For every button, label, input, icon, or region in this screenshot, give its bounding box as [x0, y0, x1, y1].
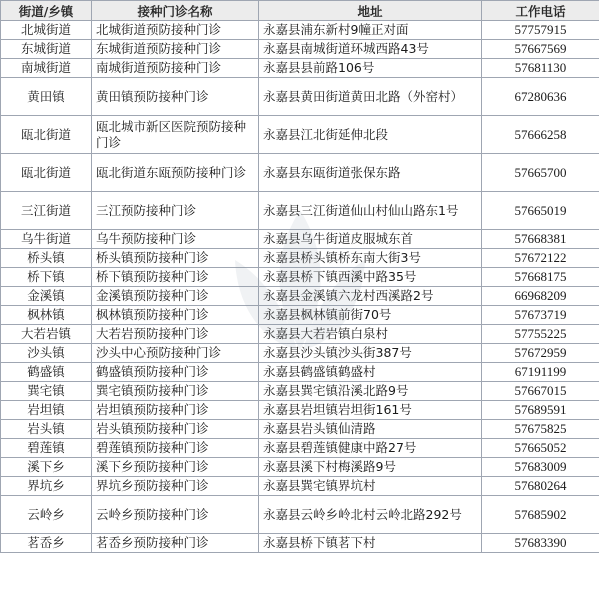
table-row	[1, 249, 599, 268]
street-cell: 岩头镇	[1, 420, 92, 439]
clinic-name-cell: 北城街道预防接种门诊	[92, 21, 259, 40]
street-cell: 瓯北街道	[1, 154, 92, 192]
phone-cell: 67191199	[482, 363, 599, 382]
clinic-name-cell: 沙头中心预防接种门诊	[92, 344, 259, 363]
phone-cell: 57672959	[482, 344, 599, 363]
phone-cell: 57755225	[482, 325, 599, 344]
table-header-row	[1, 1, 599, 21]
phone-cell: 67280636	[482, 78, 599, 116]
phone-cell: 57675825	[482, 420, 599, 439]
table-row	[1, 534, 599, 553]
phone-cell: 57665019	[482, 192, 599, 230]
phone-cell: 57673719	[482, 306, 599, 325]
clinic-name-cell: 界坑乡预防接种门诊	[92, 477, 259, 496]
phone-cell: 57665700	[482, 154, 599, 192]
address-cell: 永嘉县桥下镇茗下村	[259, 534, 482, 553]
street-cell: 茗岙乡	[1, 534, 92, 553]
street-cell: 溪下乡	[1, 458, 92, 477]
phone-cell: 57665052	[482, 439, 599, 458]
header-street: 街道/乡镇	[1, 1, 92, 21]
clinic-name-cell: 桥头镇预防接种门诊	[92, 249, 259, 268]
phone-cell: 57666258	[482, 116, 599, 154]
street-cell: 东城街道	[1, 40, 92, 59]
address-cell: 永嘉县沙头镇沙头街387号	[259, 344, 482, 363]
table-row	[1, 325, 599, 344]
street-cell: 瓯北街道	[1, 116, 92, 154]
street-cell: 云岭乡	[1, 496, 92, 534]
clinic-name-cell: 巽宅镇预防接种门诊	[92, 382, 259, 401]
clinic-name-cell: 鹤盛镇预防接种门诊	[92, 363, 259, 382]
clinic-name-cell: 三江预防接种门诊	[92, 192, 259, 230]
clinic-name-cell: 乌牛预防接种门诊	[92, 230, 259, 249]
table-row	[1, 477, 599, 496]
phone-cell: 57681130	[482, 59, 599, 78]
table-row	[1, 420, 599, 439]
street-cell: 三江街道	[1, 192, 92, 230]
clinic-name-cell: 南城街道预防接种门诊	[92, 59, 259, 78]
table-row	[1, 439, 599, 458]
address-cell: 永嘉县溪下村梅溪路9号	[259, 458, 482, 477]
address-cell: 永嘉县南城街道环城西路43号	[259, 40, 482, 59]
clinic-name-cell: 瓯北城市新区医院预防接种门诊	[92, 116, 259, 154]
clinic-name-cell: 云岭乡预防接种门诊	[92, 496, 259, 534]
address-cell: 永嘉县巽宅镇沿溪北路9号	[259, 382, 482, 401]
clinic-name-cell: 大若岩预防接种门诊	[92, 325, 259, 344]
table-body	[1, 21, 599, 553]
address-cell: 永嘉县碧莲镇健康中路27号	[259, 439, 482, 458]
address-cell: 永嘉县巽宅镇界坑村	[259, 477, 482, 496]
phone-cell: 57685902	[482, 496, 599, 534]
street-cell: 大若岩镇	[1, 325, 92, 344]
phone-cell: 57667015	[482, 382, 599, 401]
address-cell: 永嘉县江北街延伸北段	[259, 116, 482, 154]
phone-cell: 57680264	[482, 477, 599, 496]
table-row	[1, 344, 599, 363]
street-cell: 鹤盛镇	[1, 363, 92, 382]
address-cell: 永嘉县乌牛街道皮服城东首	[259, 230, 482, 249]
clinic-name-cell: 桥下镇预防接种门诊	[92, 268, 259, 287]
street-cell: 碧莲镇	[1, 439, 92, 458]
address-cell: 永嘉县浦东新村9幢正对面	[259, 21, 482, 40]
phone-cell: 57668175	[482, 268, 599, 287]
clinic-name-cell: 茗岙乡预防接种门诊	[92, 534, 259, 553]
street-cell: 沙头镇	[1, 344, 92, 363]
table-row	[1, 382, 599, 401]
table-row	[1, 192, 599, 230]
street-cell: 岩坦镇	[1, 401, 92, 420]
table-row	[1, 458, 599, 477]
table-row	[1, 363, 599, 382]
address-cell: 永嘉县云岭乡岭北村云岭北路292号	[259, 496, 482, 534]
clinic-name-cell: 金溪镇预防接种门诊	[92, 287, 259, 306]
address-cell: 永嘉县岩坦镇岩坦街161号	[259, 401, 482, 420]
table-row	[1, 21, 599, 40]
street-cell: 巽宅镇	[1, 382, 92, 401]
street-cell: 北城街道	[1, 21, 92, 40]
street-cell: 金溪镇	[1, 287, 92, 306]
table-row	[1, 401, 599, 420]
street-cell: 界坑乡	[1, 477, 92, 496]
clinic-name-cell: 瓯北街道东瓯预防接种门诊	[92, 154, 259, 192]
address-cell: 永嘉县金溪镇六龙村西溪路2号	[259, 287, 482, 306]
table-row	[1, 78, 599, 116]
table-row	[1, 268, 599, 287]
header-clinic-name: 接种门诊名称	[92, 1, 259, 21]
table-row	[1, 116, 599, 154]
clinic-name-cell: 黄田镇预防接种门诊	[92, 78, 259, 116]
table-row	[1, 40, 599, 59]
phone-cell: 57668381	[482, 230, 599, 249]
address-cell: 永嘉县桥头镇桥东南大街3号	[259, 249, 482, 268]
table-row	[1, 496, 599, 534]
phone-cell: 57689591	[482, 401, 599, 420]
street-cell: 黄田镇	[1, 78, 92, 116]
header-phone: 工作电话	[482, 1, 599, 21]
table-row	[1, 287, 599, 306]
phone-cell: 57672122	[482, 249, 599, 268]
clinic-name-cell: 岩头镇预防接种门诊	[92, 420, 259, 439]
address-cell: 永嘉县岩头镇仙清路	[259, 420, 482, 439]
phone-cell: 57757915	[482, 21, 599, 40]
table-row	[1, 230, 599, 249]
clinic-name-cell: 岩坦镇预防接种门诊	[92, 401, 259, 420]
street-cell: 桥下镇	[1, 268, 92, 287]
address-cell: 永嘉县三江街道仙山村仙山路东1号	[259, 192, 482, 230]
address-cell: 永嘉县东瓯街道张保东路	[259, 154, 482, 192]
address-cell: 永嘉县鹤盛镇鹤盛村	[259, 363, 482, 382]
address-cell: 永嘉县枫林镇前街70号	[259, 306, 482, 325]
header-address: 地址	[259, 1, 482, 21]
table-row	[1, 154, 599, 192]
clinic-name-cell: 枫林镇预防接种门诊	[92, 306, 259, 325]
phone-cell: 57667569	[482, 40, 599, 59]
street-cell: 南城街道	[1, 59, 92, 78]
address-cell: 永嘉县桥下镇西溪中路35号	[259, 268, 482, 287]
street-cell: 桥头镇	[1, 249, 92, 268]
clinic-name-cell: 碧莲镇预防接种门诊	[92, 439, 259, 458]
address-cell: 永嘉县黄田街道黄田北路（外窑村）	[259, 78, 482, 116]
phone-cell: 57683390	[482, 534, 599, 553]
table-row	[1, 306, 599, 325]
clinic-name-cell: 溪下乡预防接种门诊	[92, 458, 259, 477]
street-cell: 枫林镇	[1, 306, 92, 325]
clinic-name-cell: 东城街道预防接种门诊	[92, 40, 259, 59]
address-cell: 永嘉县县前路106号	[259, 59, 482, 78]
phone-cell: 57683009	[482, 458, 599, 477]
phone-cell: 66968209	[482, 287, 599, 306]
street-cell: 乌牛街道	[1, 230, 92, 249]
address-cell: 永嘉县大若岩镇白泉村	[259, 325, 482, 344]
table-row	[1, 59, 599, 78]
